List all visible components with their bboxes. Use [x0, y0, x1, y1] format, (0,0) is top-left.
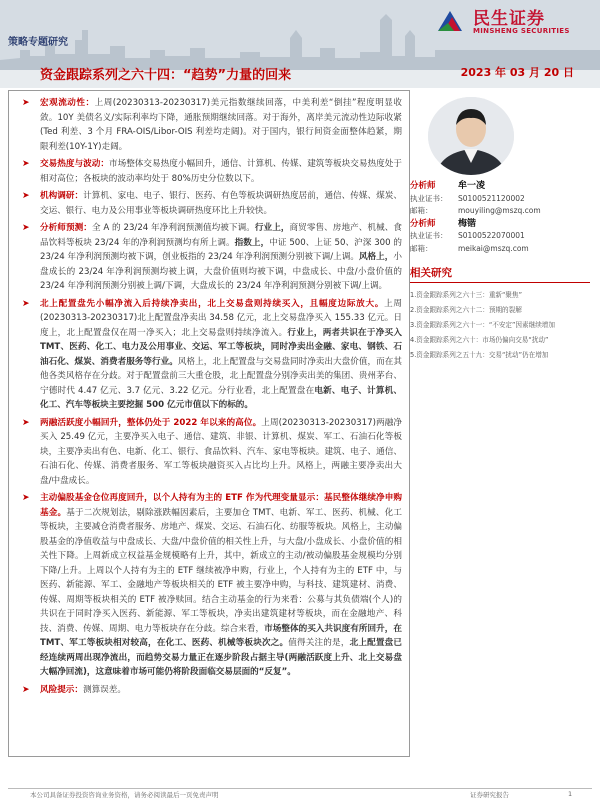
- related-research-item[interactable]: 2.资金跟踪系列之六十二：预期的裂解: [410, 306, 522, 314]
- bullet-analyst-forecast: ➤ 分析师预测：全 A 的 23/24 年净利润预测值均被下调。行业上，商贸零售、房地产、机械、食品饮料等板块 23/24 年的净利润预测均有所上调。指数上，中证 500、上证 50、沪深 300 的 23/24 年净利润预测均被下调，创业板指的 23/24 年净利润预测分别被下调/上调。风格上，小盘成长的 23/24 年净利润预测均被上调，大盘价值则均被下调，中盘成长、中盘/小盘价值的 23/24 年净利润预测分别被上调/下调，大盘成长的 23/24 年净利润预测分别被下调/上调。: [22, 223, 402, 291]
- bullet-arrow-icon: ➤: [22, 684, 30, 695]
- page-number: 1: [568, 790, 573, 798]
- minsheng-logo-icon: [435, 6, 465, 36]
- person-avatar-icon: [428, 97, 514, 175]
- related-research-item[interactable]: 4.资金跟踪系列之六十：市场仍偏向交易“扰动”: [410, 336, 549, 344]
- bullet-arrow-icon: ➤: [22, 159, 30, 169]
- bullet-macro-liquidity: ➤ 宏观流动性：上周(20230313-20230317)美元指数继续回落，中美利差“倒挂”程度明显收敛。10Y 美债名义/实际利率均下降，通胀预期继续回落。对于海外，离岸美元流动性边际收紧(Ted 利差、3 个月 FRA-OIS/Libor-OIS 利差均走阔)。对于国内，银行间资金面整体趋紧，期限利差(10Y-1Y)走阔。: [22, 98, 402, 152]
- bullet-trading-heat: ➤ 交易热度与波动：市场整体交易热度小幅回升，通信、计算机、传媒、建筑等板块交易热度处于相对高位；各板块的波动率均处于 80%历史分位数以下。: [22, 159, 402, 184]
- related-research-item[interactable]: 5.资金跟踪系列之五十九：交易“扰动”仍在增加: [410, 351, 549, 359]
- footer-report-type: 证券研究报告: [470, 791, 509, 799]
- logo-chinese-name: 民生证券: [473, 9, 545, 29]
- bullet-margin-trading: ➤ 两融活跃度小幅回升，整体仍处于 2022 年以来的高位。上周(20230313-20230317)两融净买入 25.49 亿元，主要净买入电子、通信、建筑、非银、计算机、煤炭、军工、石油石化等板块，主要净卖出有色、电新、化工、银行、食品饮料、汽车、家电等板块。建筑、电子、通信、石油石化、传媒、消费者服务、军工等板块融资买入占比均上升。风格上，两融主要净卖出大盘/中盘成长。: [22, 417, 402, 486]
- summary-body: [22, 96, 402, 700]
- analyst-email-link[interactable]: meikai@mszq.com: [458, 243, 529, 253]
- bullet-arrow-icon: ➤: [22, 98, 30, 108]
- related-research-item[interactable]: 1.资金跟踪系列之六十三：重新“聚焦”: [410, 291, 523, 299]
- report-title: 资金跟踪系列之六十四：“趋势”力量的回来: [40, 68, 292, 83]
- report-category-label: 策略专题研究: [8, 37, 68, 48]
- report-date: 2023 年 03 月 20 日: [460, 66, 574, 79]
- related-research-list: [410, 289, 590, 361]
- bullet-northbound-flow: ➤ 北上配置盘先小幅净流入后持续净卖出，北上交易盘则持续买入，且幅度边际放大。上周(20230313-20230317)北上配置盘净卖出 34.58 亿元，北上交易盘净买入 155.33 亿元。日度上，北上配置盘仅在周一净买入；北上交易盘则持续净流入。行业上，两者共识在于净买入 TMT、医药、化工、电力及公用事业、交运、军工等板块，同时净卖出金融、家电、钢铁、石油石化、煤炭、消费者服务等行业。风格上，北上配置盘与交易盘同时净卖出大盘价值，而在其他各类风格存在分歧。对于配置盘前三大重仓股，北上配置盘分别净卖出美的集团、贵州茅台、宁德时代 4.47 亿元、3.7 亿元、3.22 亿元。分行业看，北上配置盘在电新、电子、计算机、化工、汽车等板块主要挖掘 500 亿元市值以下的标的。: [22, 298, 402, 410]
- company-logo: [435, 4, 595, 40]
- bullet-risk-warning: ➤ 风险提示：测算误差。: [22, 683, 402, 698]
- bullet-institution-research: ➤ 机构调研：计算机、家电、电子、银行、医药、有色等板块调研热度居前，通信、传媒、煤炭、交运、银行、电力及公用事业等板块调研热度环比上升较快。: [22, 191, 402, 216]
- bullet-arrow-icon: ➤: [22, 417, 30, 428]
- footer-divider: [8, 788, 592, 789]
- bullet-arrow-icon: ➤: [22, 493, 30, 503]
- footer-disclaimer: 本公司具备证券投资咨询业务资格，请务必阅读最后一页免责声明: [30, 791, 219, 799]
- sidebar: [410, 180, 590, 364]
- bullet-active-funds: ➤ 主动偏股基金仓位再度回升，以个人持有为主的 ETF 作为代理变量显示：基民整体继续净申购基金。基于二次规划法，剔除涨跌幅因素后，主要加仓 TMT、电新、军工、医药、机械、化工等板块，主要减仓消费者服务、房地产、煤炭、交运、石油石化、纺服等板块。风格上，主动偏股基金的净值收益与中盘成长、大盘/中盘价值的相关性上升，与大盘/小盘成长、小盘价值的相关性下降。上周新成立权益基金规模略有上升，其中，新成立的主动/被动偏股基金规模均分别下降/上升。上周以个人持有为主的 ETF 继续被净申购，行业上，个人持有为主的 ETF 中，与医药、新能源、军工、金融地产等板块相关的 ETF 被主要净申购，与科技、建筑建材、消费、传媒、周期等板块相关的 ETF 被净赎回。结合主动基金的行为来看：公募与其负债端(个人)的共识在于同时净买入医药、新能源、军工等板块，净卖出建筑建材等板块，而在金融地产、科技、消费、传媒、周期、电力等板块存在分歧。综合来看，市场整体的买入共识度有所回升，在 TMT、军工等板块相对较高，在化工、医药、机械等板块次之。值得关注的是，北上配置盘已经连续两周出现净流出，而趋势交易力量正在逐步阶段占据主导(两融活跃度上升、北上交易盘大幅净回流)，这意味着市场可能仍将阶段面临交易层面的“反复”。: [22, 493, 402, 677]
- related-research-item[interactable]: 3.资金跟踪系列之六十一：“不安定”因素继续增加: [410, 321, 555, 329]
- analyst-photo: [428, 97, 514, 175]
- bullet-arrow-icon: ➤: [22, 298, 30, 309]
- bullet-arrow-icon: ➤: [22, 223, 30, 233]
- logo-english-name: MINSHENG SECURITIES: [473, 27, 570, 35]
- related-research-title: 相关研究: [410, 265, 590, 283]
- analyst-card: 分析师 牟一凌 执业证书： S0100521120002 邮箱： mouyiling@mszq.com 分析师 梅锴 执业证书： S0100522070001 邮箱： meikai@mszq.com: [410, 181, 541, 253]
- bullet-arrow-icon: ➤: [22, 191, 30, 201]
- analyst-email-link[interactable]: mouyiling@mszq.com: [458, 206, 541, 215]
